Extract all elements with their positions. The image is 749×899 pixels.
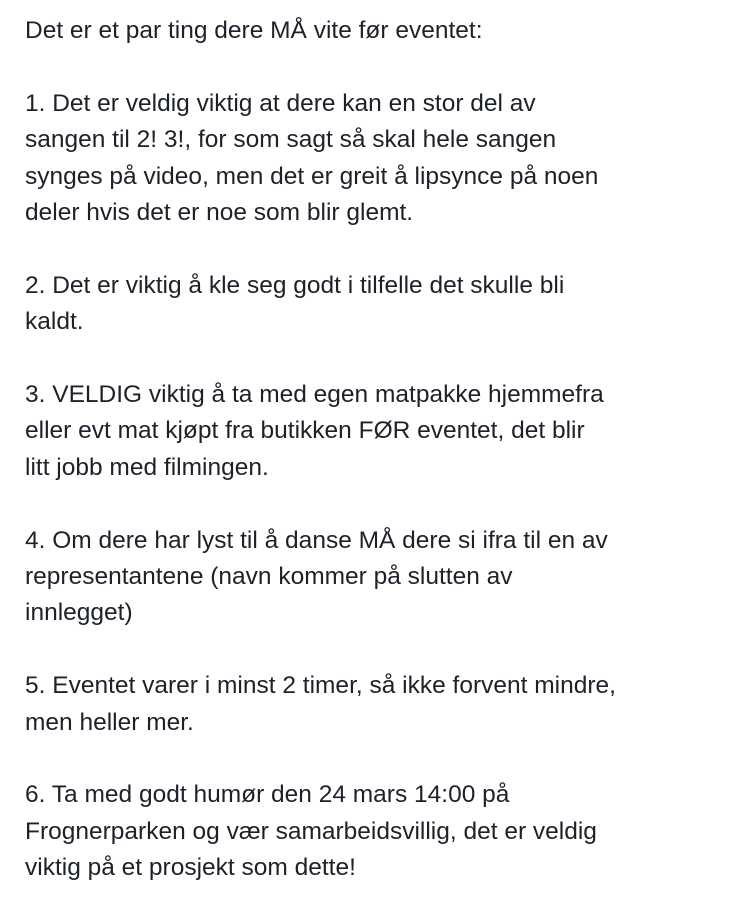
list-item: 6. Ta med godt humør den 24 mars 14:00 på Frognerparken og vær samarbeidsvillig, det er veldig viktig på et prosjekt som dette! bbox=[25, 781, 597, 882]
list-item: 1. Det er veldig viktig at dere kan en stor del av sangen til 2! 3!, for som sagt så skal hele sangen synges på video, men det er greit å lipsynce på noen deler hvis det er noe som blir glemt. bbox=[25, 89, 599, 227]
list-item: 4. Om dere har lyst til å danse MÅ dere si ifra til en av representantene (navn kommer på slutten av innlegget) bbox=[25, 526, 608, 627]
list-item: 5. Eventet varer i minst 2 timer, så ikke forvent mindre, men heller mer. bbox=[25, 672, 616, 736]
list-item: 3. VELDIG viktig å ta med egen matpakke hjemmefra eller evt mat kjøpt fra butikken FØR eventet, det blir litt jobb med filmingen. bbox=[25, 381, 604, 481]
post-intro: Det er et par ting dere MÅ vite før eventet: bbox=[25, 17, 483, 44]
list-item: 2. Det er viktig å kle seg godt i tilfelle det skulle bli kaldt. bbox=[25, 271, 565, 336]
